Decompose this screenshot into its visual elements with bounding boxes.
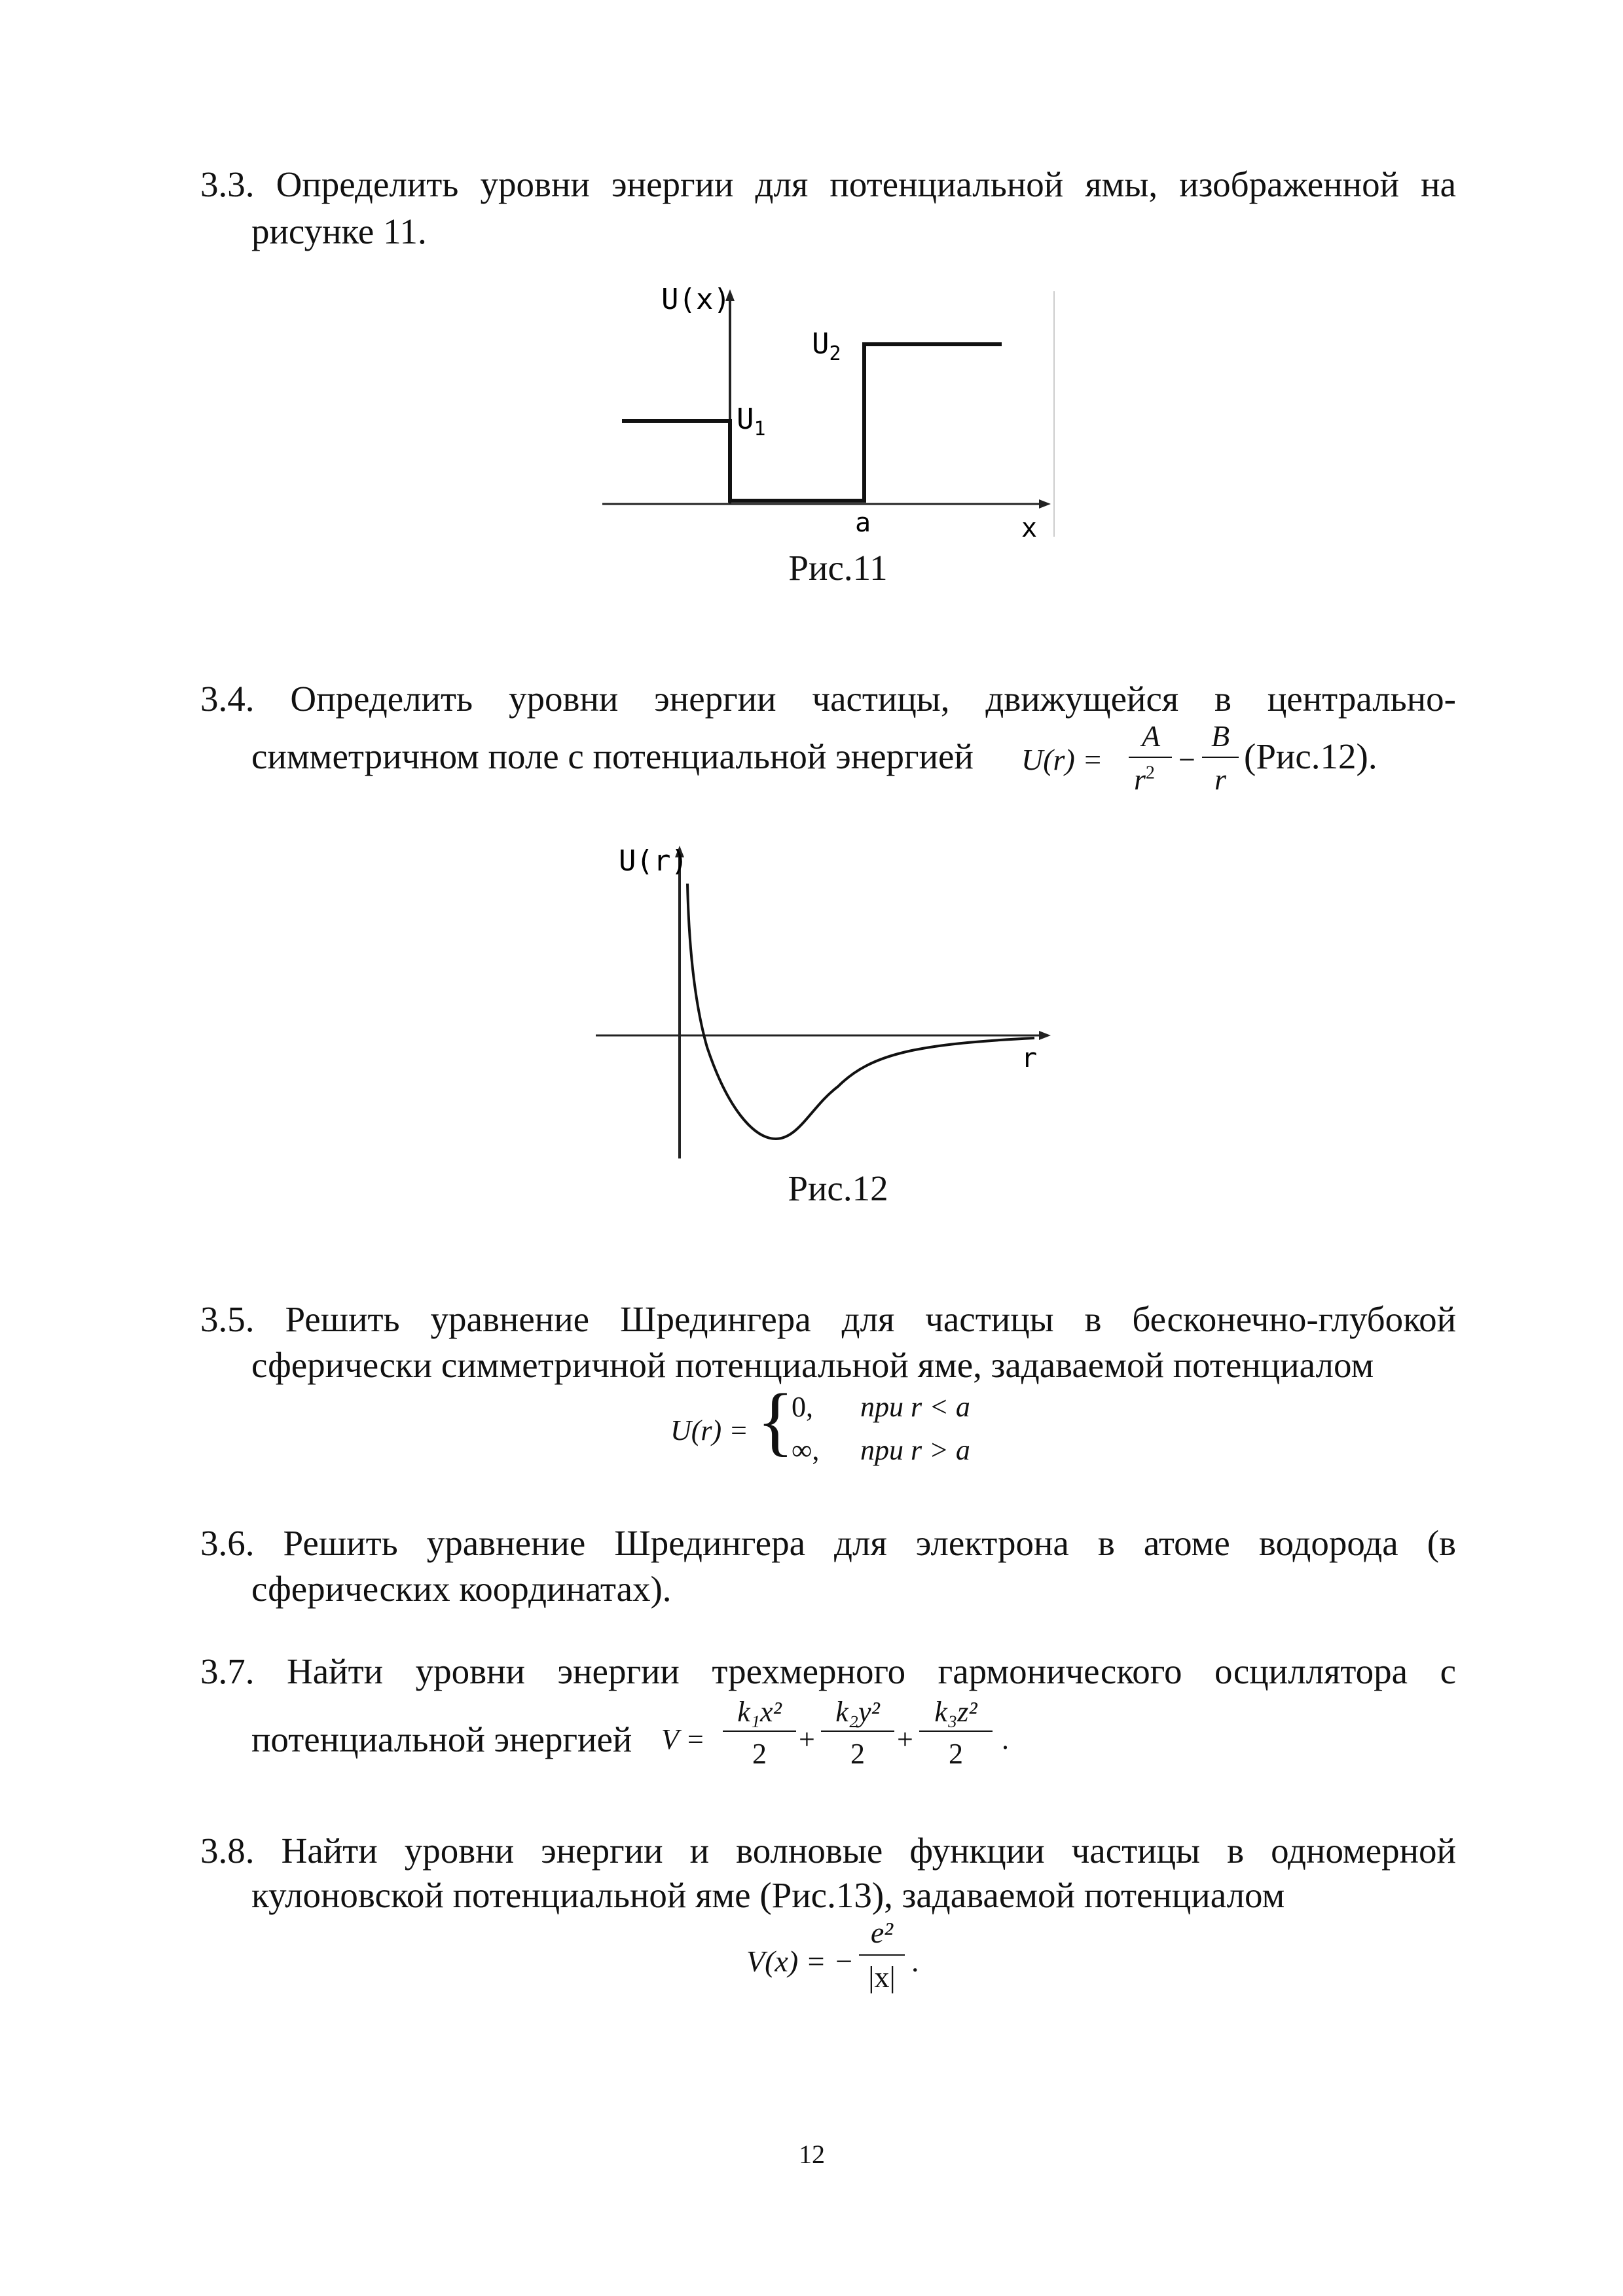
problem-3-6-text: Решить уравнение Шредингера для электрона в атоме водорода (в — [283, 1523, 1456, 1563]
formula-3-5-case1-condition: при r < a — [860, 1391, 970, 1423]
fig12-x-label: r — [1021, 1043, 1038, 1073]
fig12-potential-curve — [687, 884, 1034, 1139]
problem-3-8-formula — [746, 1914, 956, 1999]
formula-3-8-den: |x| — [868, 1960, 896, 1994]
formula-3-4-bar-a — [1129, 757, 1172, 758]
problem-3-8-text: Найти уровни энергии и волновые функции частицы в одномерной — [281, 1831, 1456, 1871]
problem-3-7-line1 — [200, 1653, 1456, 1689]
fig11-a-label: a — [855, 508, 871, 538]
formula-3-7-bar2 — [821, 1731, 894, 1732]
formula-3-4-num-a: A — [1141, 719, 1161, 753]
problem-3-7-text: Найти уровни энергии трехмерного гармонического осциллятора с — [287, 1651, 1457, 1691]
formula-3-4-minus: − — [1178, 743, 1195, 776]
formula-3-8-end: . — [911, 1945, 919, 1978]
formula-3-7-bar1 — [723, 1731, 796, 1732]
formula-3-4-lhs: U(r) = — [1021, 743, 1103, 776]
fig11-x-arrow — [1039, 499, 1051, 509]
page-number: 12 — [799, 2140, 825, 2169]
problem-3-8-line1 — [200, 1833, 1456, 1869]
problem-3-3-text: Определить уровни энергии для потенциальной ямы, изображенной на — [276, 164, 1457, 204]
formula-3-7-den1: 2 — [752, 1738, 767, 1770]
formula-3-7-term3: k₃z² — [934, 1696, 977, 1728]
formula-3-4-bar-b — [1202, 757, 1239, 758]
formula-3-4-num-b: B — [1211, 719, 1230, 753]
formula-3-7-den3: 2 — [949, 1738, 963, 1770]
fig12-caption: Рис.12 — [788, 1168, 888, 1208]
problem-3-4-number: 3.4. — [200, 679, 255, 719]
formula-3-7-den2: 2 — [850, 1738, 865, 1770]
fig11-u1-label: $U_1$ — [737, 403, 766, 440]
formula-3-5-brace: { — [757, 1378, 794, 1463]
problem-3-3-line1 — [200, 166, 1456, 202]
fig12-x-arrow — [1039, 1031, 1051, 1040]
formula-3-5-case1-value: 0, — [792, 1391, 813, 1423]
formula-3-7-plus2: + — [897, 1723, 913, 1755]
figure-11 — [589, 281, 1074, 556]
fig11-x-label: x — [1021, 513, 1038, 543]
formula-3-8-lhs: V(x) = − — [746, 1945, 854, 1978]
problem-3-8-number: 3.8. — [200, 1831, 255, 1871]
fig11-potential-curve — [622, 344, 1002, 501]
problem-3-5-number: 3.5. — [200, 1299, 255, 1339]
problem-3-7-number: 3.7. — [200, 1651, 255, 1691]
problem-3-4-line1 — [200, 681, 1456, 717]
fig11-u2-label: $U_2$ — [812, 327, 841, 365]
fig11-y-label: U(x) — [661, 283, 731, 316]
problem-3-4-line2: симметричном поле с потенциальной энергией — [251, 736, 974, 776]
formula-3-7-bar3 — [919, 1731, 993, 1732]
problem-3-7-line2: потенциальной энергией — [251, 1719, 632, 1759]
problem-3-5-text: Решить уравнение Шредингера для частицы в бесконечно-глубокой — [285, 1299, 1457, 1339]
formula-3-7-end: . — [1002, 1723, 1009, 1755]
problem-3-6-line1 — [200, 1525, 1456, 1561]
formula-3-7-plus1: + — [799, 1723, 815, 1755]
formula-3-7-term1: k₁x² — [737, 1696, 782, 1728]
formula-3-7-term2: k₂y² — [835, 1696, 880, 1728]
formula-3-4-den-b: r — [1214, 762, 1226, 796]
formula-3-7-lhs: V = — [661, 1723, 705, 1755]
formula-3-5-case2-value: ∞, — [792, 1434, 820, 1466]
problem-3-5-line2: сферически симметричной потенциальной яме, задаваемой потенциалом — [251, 1345, 1374, 1385]
problem-3-3-line2: рисунке 11. — [251, 211, 427, 251]
problem-3-7-formula — [661, 1691, 1028, 1776]
formula-3-8-bar — [859, 1954, 905, 1956]
problem-3-8-line2: кулоновской потенциальной яме (Рис.13), задаваемой потенциалом — [251, 1875, 1285, 1915]
problem-3-6-line2: сферических координатах). — [251, 1569, 672, 1609]
problem-3-5-formula — [670, 1378, 1011, 1471]
problem-3-5-line1 — [200, 1301, 1456, 1337]
formula-3-8-num: e² — [870, 1916, 894, 1949]
formula-3-5-case2-condition: при r > a — [860, 1434, 970, 1466]
problem-3-4-ref: (Рис.12). — [1244, 736, 1377, 776]
problem-3-3-number: 3.3. — [200, 164, 255, 204]
formula-3-4-den-a: $r^2$ — [1134, 762, 1155, 796]
fig12-y-label: U(r) — [619, 844, 688, 878]
figure-12 — [576, 831, 1074, 1172]
problem-3-6-number: 3.6. — [200, 1523, 255, 1563]
fig11-caption: Рис.11 — [788, 548, 888, 588]
problem-3-4-text: Определить уровни энергии частицы, движущейся в центрально- — [290, 679, 1457, 719]
formula-3-5-lhs: U(r) = — [670, 1414, 748, 1446]
